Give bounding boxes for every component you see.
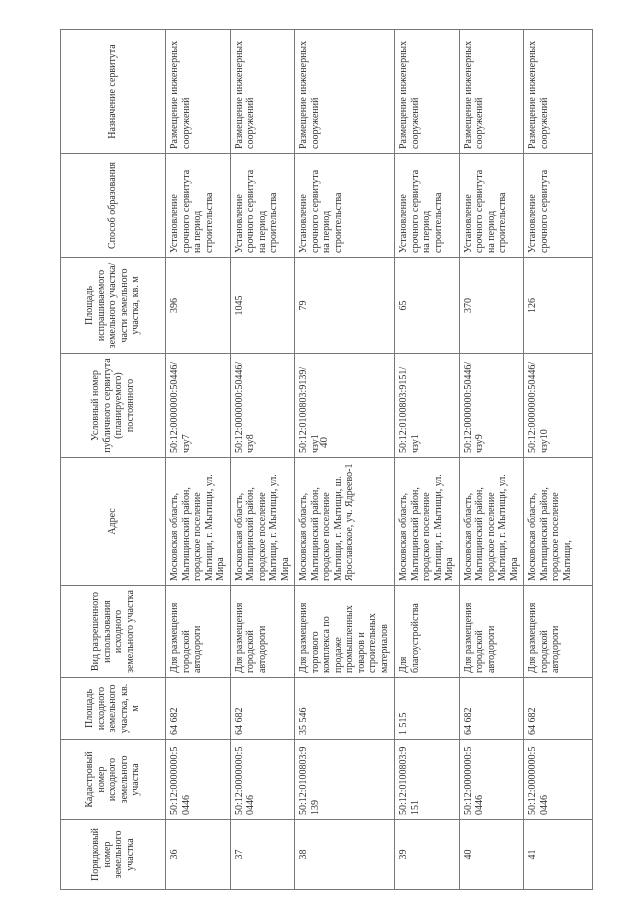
cell-permitted-use: Для размещения городской автодороги <box>524 586 593 678</box>
cell-address: Московская область, Мытищинский район, городское поселение Мытищи, <box>524 458 593 586</box>
cell-plot-number: 37 <box>230 820 295 890</box>
header-address: Адрес <box>61 458 166 586</box>
cell-servitude-purpose: Размещение инженерных сооружений <box>295 30 395 154</box>
cell-servitude-number: 50:12:0000000:50446/чзу8 <box>230 354 295 458</box>
cell-requested-area: 1045 <box>230 258 295 354</box>
cell-formation-method: Установление срочного сервитута на период строительства <box>395 154 460 258</box>
cell-requested-area: 65 <box>395 258 460 354</box>
cell-address: Московская область, Мытищинский район, городское поселение Мытищи, г. Мытищи, ул. Мира <box>166 458 231 586</box>
cell-source-area: 64 682 <box>524 678 593 740</box>
cell-permitted-use: Для размещения торгового комплекса по продаже промышленных товаров и строительных материалов <box>295 586 395 678</box>
cell-cadastral-number: 50:12:0000000:50446 <box>524 740 593 820</box>
cell-address: Московская область, Мытищинский район, городское поселение Мытищи, г. Мытищи, ул. Мира <box>459 458 524 586</box>
cell-formation-method: Установление срочного сервитута на период строительства <box>459 154 524 258</box>
cell-requested-area: 370 <box>459 258 524 354</box>
cell-source-area: 64 682 <box>459 678 524 740</box>
header-plot-number: Порядковый номер земельного участка <box>61 820 166 890</box>
cell-formation-method: Установление срочного сервитута на период строительства <box>230 154 295 258</box>
cell-permitted-use: Для размещения городской автодороги <box>166 586 231 678</box>
cell-servitude-purpose: Размещение инженерных сооружений <box>166 30 231 154</box>
cell-address: Московская область, Мытищинский район, городское поселение Мытищи, г. Мытищи, ул. Мира <box>395 458 460 586</box>
servitude-table-container <box>60 30 590 890</box>
cell-servitude-number: 50:12:0100803:9139/чзу1 <box>295 354 395 458</box>
cell-source-area: 35 546 <box>295 678 395 740</box>
header-cadastral-number: Кадастровый номер исходного земельного участка <box>61 740 166 820</box>
cell-cadastral-number: 50:12:0100803:9151 <box>395 740 460 820</box>
cell-permitted-use: Для размещения городской автодороги <box>230 586 295 678</box>
cell-requested-area: 396 <box>166 258 231 354</box>
header-requested-area: Площадь испрашиваемого земельного участка/части земельного участка, кв. м <box>61 258 166 354</box>
table-row <box>166 30 231 890</box>
cell-servitude-purpose: Размещение инженерных сооружений <box>459 30 524 154</box>
cell-formation-method: Установление срочного сервитута на период строительства <box>295 154 395 258</box>
cell-cadastral-number: 50:12:0100803:9139 <box>295 740 395 820</box>
page-number: 40 <box>318 437 330 448</box>
cell-plot-number: 41 <box>524 820 593 890</box>
table-header-row <box>61 30 166 890</box>
cell-servitude-purpose: Размещение инженерных сооружений <box>524 30 593 154</box>
cell-servitude-number: 50:12:0100803:9151/чзу1 <box>395 354 460 458</box>
cell-source-area: 1 515 <box>395 678 460 740</box>
cell-servitude-number: 50:12:0000000:50446/чзу9 <box>459 354 524 458</box>
cell-source-area: 64 682 <box>166 678 231 740</box>
table-row <box>459 30 524 890</box>
header-servitude-purpose: Назначение сервитута <box>61 30 166 154</box>
cell-requested-area: 79 <box>295 258 395 354</box>
header-formation-method: Способ образования <box>61 154 166 258</box>
header-servitude-number: Условный номер публичного сервитута (планируемого) постоянного <box>61 354 166 458</box>
cell-cadastral-number: 50:12:0000000:50446 <box>459 740 524 820</box>
table-row <box>230 30 295 890</box>
cell-source-area: 64 682 <box>230 678 295 740</box>
cell-servitude-purpose: Размещение инженерных сооружений <box>395 30 460 154</box>
cell-address: Московская область, Мытищинский район, городское поселение Мытищи, г. Мытищи, ш. Ярославское, уч. Ядреево-1 <box>295 458 395 586</box>
cell-permitted-use: Для благоустройства <box>395 586 460 678</box>
servitude-table <box>60 29 593 890</box>
cell-formation-method: Установление срочного сервитута на период строительства <box>166 154 231 258</box>
cell-plot-number: 38 <box>295 820 395 890</box>
cell-plot-number: 36 <box>166 820 231 890</box>
header-permitted-use: Вид разрешенного использования исходного земельного участка <box>61 586 166 678</box>
table-row <box>295 30 395 890</box>
header-source-area: Площадь исходного земельного участка, кв. м <box>61 678 166 740</box>
cell-cadastral-number: 50:12:0000000:50446 <box>230 740 295 820</box>
cell-formation-method: Установление срочного сервитута <box>524 154 593 258</box>
cell-servitude-number: 50:12:0000000:50446/чзу7 <box>166 354 231 458</box>
cell-cadastral-number: 50:12:0000000:50446 <box>166 740 231 820</box>
cell-plot-number: 39 <box>395 820 460 890</box>
cell-plot-number: 40 <box>459 820 524 890</box>
cell-requested-area: 126 <box>524 258 593 354</box>
cell-address: Московская область, Мытищинский район, городское поселение Мытищи, г. Мытищи, ул. Мира <box>230 458 295 586</box>
cell-servitude-purpose: Размещение инженерных сооружений <box>230 30 295 154</box>
cell-permitted-use: Для размещения городской автодороги <box>459 586 524 678</box>
table-row <box>395 30 460 890</box>
cell-servitude-number: 50:12:0000000:50446/чзу10 <box>524 354 593 458</box>
table-row <box>524 30 593 890</box>
